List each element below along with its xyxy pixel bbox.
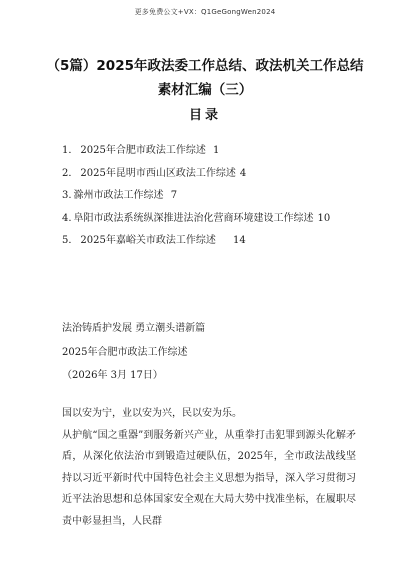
toc-item-text: 滁州市政法工作综述 (73, 190, 164, 201)
table-of-contents (62, 140, 362, 253)
toc-item-3[interactable] (62, 185, 362, 208)
toc-item-page: 7 (170, 190, 178, 201)
document-title-line-2: 素材汇编（三） (157, 82, 253, 98)
document-title-line-1: （5篇）2025年政法委工作总结、政法机关工作总结 (46, 58, 364, 74)
toc-item-number: 2． (62, 167, 79, 179)
toc-item-number: 1． (62, 145, 79, 156)
toc-item-text: 2025年合肥市政法工作综述 (80, 145, 206, 156)
toc-item-4[interactable] (62, 208, 362, 231)
toc-item-text: 2025年嘉峪关市政法工作综述 (80, 235, 216, 246)
toc-item-number: 3. (62, 190, 72, 201)
toc-item-2[interactable] (62, 163, 362, 186)
toc-item-text: 2025年昆明市西山区政法工作综述 (80, 167, 236, 179)
article-paragraph-1: 国以安为宁，业以安为兴，民以安为乐。 (62, 408, 242, 419)
article-title: 2025年合肥市政法工作综述 (62, 347, 188, 358)
toc-item-page: 14 (233, 235, 246, 246)
toc-heading: 目录 (188, 108, 221, 123)
toc-item-number: 4. (62, 212, 72, 224)
toc-item-page: 4 (239, 167, 247, 179)
article-date: （2026年 3月 17日） (62, 370, 163, 381)
toc-item-5[interactable] (62, 230, 362, 253)
toc-item-page: 1 (213, 145, 220, 156)
toc-item-page: 10 (317, 212, 331, 224)
article-body (62, 403, 356, 532)
toc-item-1[interactable] (62, 140, 362, 163)
article-paragraph-2: 从护航“国之重器”到服务新兴产业，从重拳打击犯罪到源头化解矛盾，从深化依法治市到锻造过硬队伍，2025年，全市政法战线坚持以习近平新时代中国特色社会主义思想为指导，深入学习贯彻习近平法治思想和总体国家安全观在大局大势中找准坐标，在履职尽责中彰显担当，人民群 (62, 429, 356, 527)
article-subtitle: 法治铸盾护发展 勇立潮头谱新篇 (62, 323, 206, 334)
toc-item-number: 5． (62, 235, 79, 246)
toc-item-text: 阜阳市政法系统纵深推进法治化营商环境建设工作综述 (73, 212, 314, 224)
header-note: 更多免费公文+VX：Q1GeGongWen2024 (134, 8, 276, 16)
